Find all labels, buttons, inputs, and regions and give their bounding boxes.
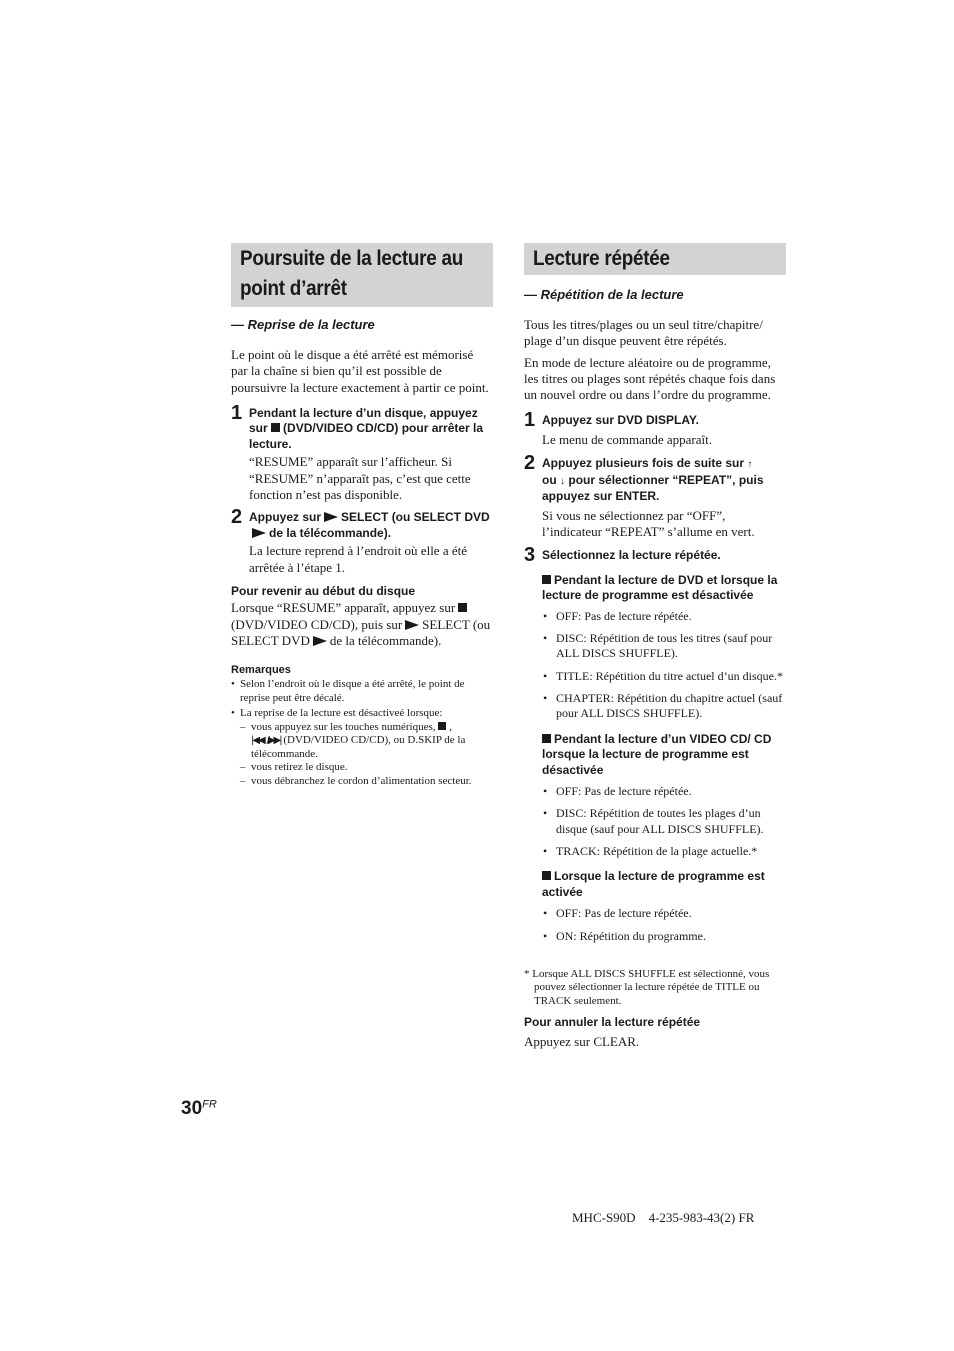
skip-next-icon: /▶▶|: [266, 735, 281, 747]
section-heading-repeat: [524, 243, 786, 275]
option-item: • OFF: Pas de lecture répétée.: [524, 784, 786, 799]
dvd-options-list: [524, 609, 786, 722]
option-item: • DISC: Répétition de tous les titres (sauf pour ALL DISCS SHUFFLE).: [524, 631, 786, 662]
square-bullet-icon: [542, 734, 551, 743]
step-number: 3: [524, 544, 536, 567]
notes-list: [231, 678, 493, 788]
model-code: MHC-S90D 4-235-983-43(2) FR: [572, 1210, 755, 1225]
cancel-body: Appuyez sur CLEAR.: [524, 1033, 640, 1049]
arrow-up-icon: ↑: [747, 459, 753, 471]
step-1: [524, 409, 786, 448]
option-item: • DISC: Répétition de toutes les plages d’un disque (sauf pour ALL DISCS SHUFFLE).: [524, 806, 786, 837]
square-bullet-icon: [542, 871, 551, 880]
play-icon: [405, 620, 419, 630]
page-number-suffix: FR: [202, 1098, 217, 1111]
section-heading-resume: [231, 243, 493, 307]
play-icon: [324, 512, 338, 522]
arrow-down-icon: ↓: [560, 475, 566, 487]
step-title: Appuyez plusieurs fois de suite sur ↑ ou ↓ pour sélectionner “REPEAT”, puis appuyez sur ENTER.: [542, 456, 764, 504]
step-number: 1: [524, 409, 536, 432]
option-item: • TRACK: Répétition de la plage actuelle.*: [524, 844, 786, 859]
step-title: Appuyez sur DVD DISPLAY.: [542, 413, 699, 428]
intro-paragraph-1: Tous les titres/plages ou un seul titre/chapitre/ plage d’un disque peuvent être répétés.: [524, 317, 763, 349]
step-body: “RESUME” apparaît sur l’afficheur. Si “RESUME” n’apparaît pas, c’est que cette fonction n’est pas disponible.: [249, 454, 471, 502]
vcd-subheading: Pendant la lecture d’un VIDEO CD/ CD lorsque la lecture de programme est désactivée: [542, 731, 772, 777]
dash-item: – vous retirez le disque.: [240, 761, 493, 775]
step-number: 2: [231, 506, 243, 529]
footnote: * Lorsque ALL DISCS SHUFFLE est sélectionné, vous pouvez sélectionner la lecture répétée de TITLE ou TRACK seulement.: [524, 967, 770, 1007]
step-body: La lecture reprend à l’endroit où elle a été arrêtée à l’étape 1.: [249, 543, 467, 575]
step-number: 2: [524, 452, 536, 475]
step-1: [231, 401, 493, 503]
step-2: [231, 506, 493, 576]
step-body: Si vous ne sélectionnez par “OFF”, l’indicateur “REPEAT” s’allume en vert.: [542, 507, 755, 540]
vcd-options-list: [524, 784, 786, 859]
option-item: • CHAPTER: Répétition du chapitre actuel (sauf pour ALL DISCS SHUFFLE).: [524, 691, 786, 722]
dvd-subheading: Pendant la lecture de DVD et lorsque la lecture de programme est désactivée: [542, 572, 778, 603]
intro-paragraph-2: En mode de lecture aléatoire ou de programme, les titres ou plages sont répétés chaque fois dans un nouvel ordre ou dans l’ordre du programme.: [524, 354, 776, 403]
page-number-value: 30: [181, 1098, 203, 1119]
step-number: 1: [231, 401, 243, 424]
stop-icon: [458, 603, 467, 612]
left-column: [231, 243, 493, 788]
play-icon: [252, 528, 266, 538]
subheading-resume: — Reprise de la lecture: [231, 317, 375, 332]
dash-item: – vous débranchez le cordon d’alimentation secteur.: [240, 775, 493, 789]
step-3: [524, 544, 786, 604]
section-heading-resume-text: Poursuite de la lecture au point d’arrêt: [240, 247, 464, 300]
option-item: • OFF: Pas de lecture répétée.: [524, 906, 786, 921]
intro-paragraph: Le point où le disque a été arrêté est mémorisé par la chaîne si bien qu’il est possible de poursuivre la lecture exactement à partir ce point.: [231, 347, 489, 395]
section-heading-repeat-text: Lecture répétée: [533, 247, 670, 270]
step-2: [524, 452, 786, 540]
program-options-list: [524, 906, 786, 944]
play-icon: [313, 636, 327, 646]
stop-icon: [438, 722, 446, 730]
step-title: Pendant la lecture d’un disque, appuyez sur (DVD/VIDEO CD/CD) pour arrêter la lecture.: [249, 405, 484, 451]
step-title: Appuyez sur SELECT (ou SELECT DVDde la télécommande).: [249, 510, 490, 540]
note-item: • La reprise de la lecture est désactiveé lorsque: – vous appuyez sur les touches numériques, , |◀◀ /▶▶| (DVD/VIDEO CD/CD), ou D.SKIP de la télécommande. – vous retirez le disque. – vous débranchez le cordon d’alimentation secteur.: [231, 707, 493, 788]
return-heading: Pour revenir au début du disque: [231, 583, 416, 598]
notes-heading: Remarques: [231, 664, 291, 677]
square-bullet-icon: [542, 575, 551, 584]
dash-list: [240, 721, 493, 789]
option-item: • TITLE: Répétition du titre actuel d’un disque.*: [524, 669, 786, 684]
step-body: Le menu de commande apparaît.: [542, 431, 713, 447]
option-item: • ON: Répétition du programme.: [524, 929, 786, 944]
step-title: Sélectionnez la lecture répétée.: [542, 548, 721, 563]
program-subheading: Lorsque la lecture de programme est activée: [542, 869, 765, 899]
subheading-repeat: — Répétition de la lecture: [524, 287, 684, 302]
note-item: • Selon l’endroit où le disque a été arrêté, le point de reprise peut être décalé.: [231, 678, 493, 705]
stop-icon: [271, 423, 280, 432]
page-number: [181, 1098, 217, 1120]
skip-prev-icon: |◀◀: [251, 735, 264, 747]
cancel-heading: Pour annuler la lecture répétée: [524, 1015, 701, 1030]
option-item: • OFF: Pas de lecture répétée.: [524, 609, 786, 624]
dash-item: – vous appuyez sur les touches numériques, , |◀◀ /▶▶| (DVD/VIDEO CD/CD), ou D.SKIP de la télécommande.: [240, 721, 493, 762]
return-body: Lorsque “RESUME” apparaît, appuyez sur (DVD/VIDEO CD/CD), puis sur SELECT (ou SELECT DVD de la télécommande).: [231, 600, 491, 648]
right-column: [524, 243, 786, 1050]
